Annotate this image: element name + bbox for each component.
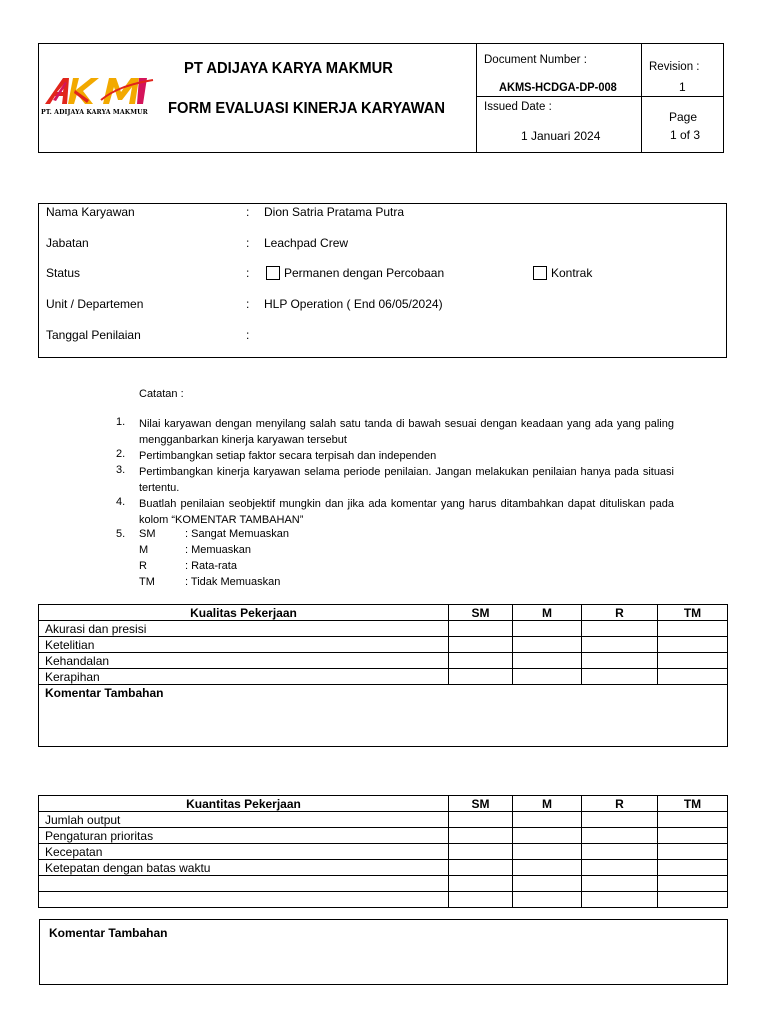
- rating-cell-sm[interactable]: [449, 876, 513, 892]
- legend-desc: : Tidak Memuaskan: [185, 576, 281, 588]
- quality-header: Kualitas Pekerjaan: [39, 605, 449, 621]
- unit-department[interactable]: HLP Operation ( End 06/05/2024): [264, 297, 443, 311]
- table-row: [39, 669, 728, 685]
- column-header-r: R: [582, 605, 658, 621]
- colon: :: [246, 266, 250, 280]
- logo-caption: PT. ADIJAYA KARYA MAKMUR: [41, 109, 148, 116]
- rating-cell-sm[interactable]: [449, 669, 513, 685]
- status-contract-checkbox[interactable]: [533, 266, 547, 280]
- rating-cell-r[interactable]: [582, 844, 658, 860]
- rating-cell-tm[interactable]: [658, 637, 728, 653]
- table-row: [39, 828, 728, 844]
- criteria-label: Kerapihan: [39, 669, 449, 685]
- document-number: AKMS-HCDGA-DP-008: [499, 80, 617, 94]
- note-item: Buatlah penilaian seobjektif mungkin dan jika ada komentar yang harus ditambahkan dapat dituliskan pada kolom “KOMENTAR TAMBAHAN”: [139, 498, 674, 526]
- header-divider: [476, 44, 477, 152]
- rating-cell-m[interactable]: [513, 637, 582, 653]
- document-number-label: Document Number :: [484, 54, 587, 66]
- criteria-label[interactable]: [39, 876, 449, 892]
- legend-desc: : Memuaskan: [185, 544, 252, 556]
- status-permanent-checkbox[interactable]: [266, 266, 280, 280]
- note-number: 1.: [116, 416, 126, 428]
- company-name: PT ADIJAYA KARYA MAKMUR: [184, 60, 393, 77]
- note-number: 5.: [116, 528, 126, 540]
- rating-cell-tm[interactable]: [658, 828, 728, 844]
- column-header-sm: SM: [449, 796, 513, 812]
- legend-desc: : Sangat Memuaskan: [185, 528, 289, 540]
- status-permanent-label: Permanen dengan Percobaan: [284, 266, 445, 280]
- table-row: [39, 637, 728, 653]
- rating-cell-sm[interactable]: [449, 621, 513, 637]
- form-title: FORM EVALUASI KINERJA KARYAWAN: [168, 100, 445, 117]
- colon: :: [246, 297, 250, 311]
- criteria-label: Kecepatan: [39, 844, 449, 860]
- rating-cell-sm[interactable]: [449, 860, 513, 876]
- rating-cell-r[interactable]: [582, 621, 658, 637]
- unit-label: Unit / Departemen: [46, 297, 144, 311]
- table-row: [39, 876, 728, 892]
- rating-cell-m[interactable]: [513, 828, 582, 844]
- rating-cell-tm[interactable]: [658, 653, 728, 669]
- criteria-label[interactable]: [39, 892, 449, 908]
- header-divider: [476, 96, 724, 97]
- revision-number: 1: [679, 80, 686, 94]
- table-row: [39, 892, 728, 908]
- rating-cell-sm[interactable]: [449, 828, 513, 844]
- colon: :: [246, 328, 250, 342]
- column-header-tm: TM: [658, 796, 728, 812]
- additional-comment-label: Komentar Tambahan: [49, 926, 168, 940]
- rating-cell-sm[interactable]: [449, 892, 513, 908]
- criteria-label: Akurasi dan presisi: [39, 621, 449, 637]
- rating-cell-sm[interactable]: [449, 637, 513, 653]
- criteria-label: Kehandalan: [39, 653, 449, 669]
- page-label: Page: [669, 110, 698, 124]
- criteria-label: Pengaturan prioritas: [39, 828, 449, 844]
- rating-cell-sm[interactable]: [449, 653, 513, 669]
- table-header-row: [39, 605, 728, 621]
- colon: :: [246, 205, 250, 219]
- rating-cell-r[interactable]: [582, 637, 658, 653]
- note-item: Pertimbangkan setiap faktor secara terpisah dan independen: [139, 450, 437, 462]
- rating-cell-r[interactable]: [582, 828, 658, 844]
- note-item: Pertimbangkan kinerja karyawan selama periode penilaian. Jangan melakukan penilaian hanya pada situasi tertentu.: [139, 466, 674, 494]
- position-label: Jabatan: [46, 236, 89, 250]
- column-header-m: M: [513, 605, 582, 621]
- rating-cell-r[interactable]: [582, 653, 658, 669]
- legend-code: TM: [139, 576, 155, 588]
- page-number: 1 of 3: [670, 128, 701, 142]
- rating-cell-r[interactable]: [582, 812, 658, 828]
- rating-cell-tm[interactable]: [658, 621, 728, 637]
- rating-cell-r[interactable]: [582, 669, 658, 685]
- status-label: Status: [46, 266, 81, 280]
- note-item: Nilai karyawan dengan menyilang salah satu tanda di bawah sesuai dengan keadaan yang ada yang paling mengganbarkan kinerja karyawan tersebut: [139, 418, 674, 446]
- legend-code: SM: [139, 528, 156, 540]
- table-header-row: [39, 796, 728, 812]
- assessment-date-label: Tanggal Penilaian: [46, 328, 141, 342]
- rating-cell-m[interactable]: [513, 669, 582, 685]
- rating-cell-tm[interactable]: [658, 892, 728, 908]
- column-header-tm: TM: [658, 605, 728, 621]
- rating-cell-tm[interactable]: [658, 876, 728, 892]
- table-row: [39, 812, 728, 828]
- employee-name[interactable]: Dion Satria Pratama Putra: [264, 205, 405, 219]
- column-header-sm: SM: [449, 605, 513, 621]
- rating-cell-m[interactable]: [513, 621, 582, 637]
- header-divider: [641, 44, 642, 152]
- notes-title: Catatan :: [139, 388, 184, 400]
- employee-info-box: [38, 203, 727, 358]
- criteria-label: Ketelitian: [39, 637, 449, 653]
- colon: :: [246, 236, 250, 250]
- quality-evaluation-table: [38, 604, 728, 747]
- issued-date-label: Issued Date :: [484, 101, 552, 113]
- column-header-r: R: [582, 796, 658, 812]
- rating-cell-tm[interactable]: [658, 844, 728, 860]
- table-row: [39, 844, 728, 860]
- rating-cell-tm[interactable]: [658, 669, 728, 685]
- legend-desc: : Rata-rata: [185, 560, 237, 572]
- table-row: [39, 860, 728, 876]
- column-header-m: M: [513, 796, 582, 812]
- legend-code: R: [139, 560, 147, 572]
- legend-code: M: [139, 544, 149, 556]
- employee-name-label: Nama Karyawan: [46, 205, 135, 219]
- rating-cell-m[interactable]: [513, 812, 582, 828]
- quantity-additional-comment-box[interactable]: [39, 919, 728, 985]
- criteria-label: Ketepatan dengan batas waktu: [39, 860, 449, 876]
- quantity-evaluation-table: [38, 795, 728, 908]
- table-row: [39, 653, 728, 669]
- rating-cell-m[interactable]: [513, 892, 582, 908]
- note-number: 4.: [116, 496, 126, 508]
- rating-cell-tm[interactable]: [658, 812, 728, 828]
- note-number: 3.: [116, 464, 126, 476]
- issued-date: 1 Januari 2024: [521, 129, 601, 143]
- rating-cell-m[interactable]: [513, 844, 582, 860]
- employee-position[interactable]: Leachpad Crew: [264, 236, 349, 250]
- additional-comment-field[interactable]: Komentar Tambahan: [39, 685, 728, 747]
- document-header: [38, 43, 724, 153]
- rating-cell-sm[interactable]: [449, 812, 513, 828]
- rating-cell-r[interactable]: [582, 860, 658, 876]
- status-contract-label: Kontrak: [551, 266, 593, 280]
- rating-cell-m[interactable]: [513, 860, 582, 876]
- rating-cell-sm[interactable]: [449, 844, 513, 860]
- revision-label: Revision :: [649, 61, 700, 73]
- criteria-label: Jumlah output: [39, 812, 449, 828]
- rating-cell-r[interactable]: [582, 892, 658, 908]
- note-number: 2.: [116, 448, 126, 460]
- rating-cell-tm[interactable]: [658, 860, 728, 876]
- rating-cell-m[interactable]: [513, 653, 582, 669]
- comment-row: [39, 685, 728, 747]
- table-row: [39, 621, 728, 637]
- rating-cell-r[interactable]: [582, 876, 658, 892]
- quantity-header: Kuantitas Pekerjaan: [39, 796, 449, 812]
- rating-cell-m[interactable]: [513, 876, 582, 892]
